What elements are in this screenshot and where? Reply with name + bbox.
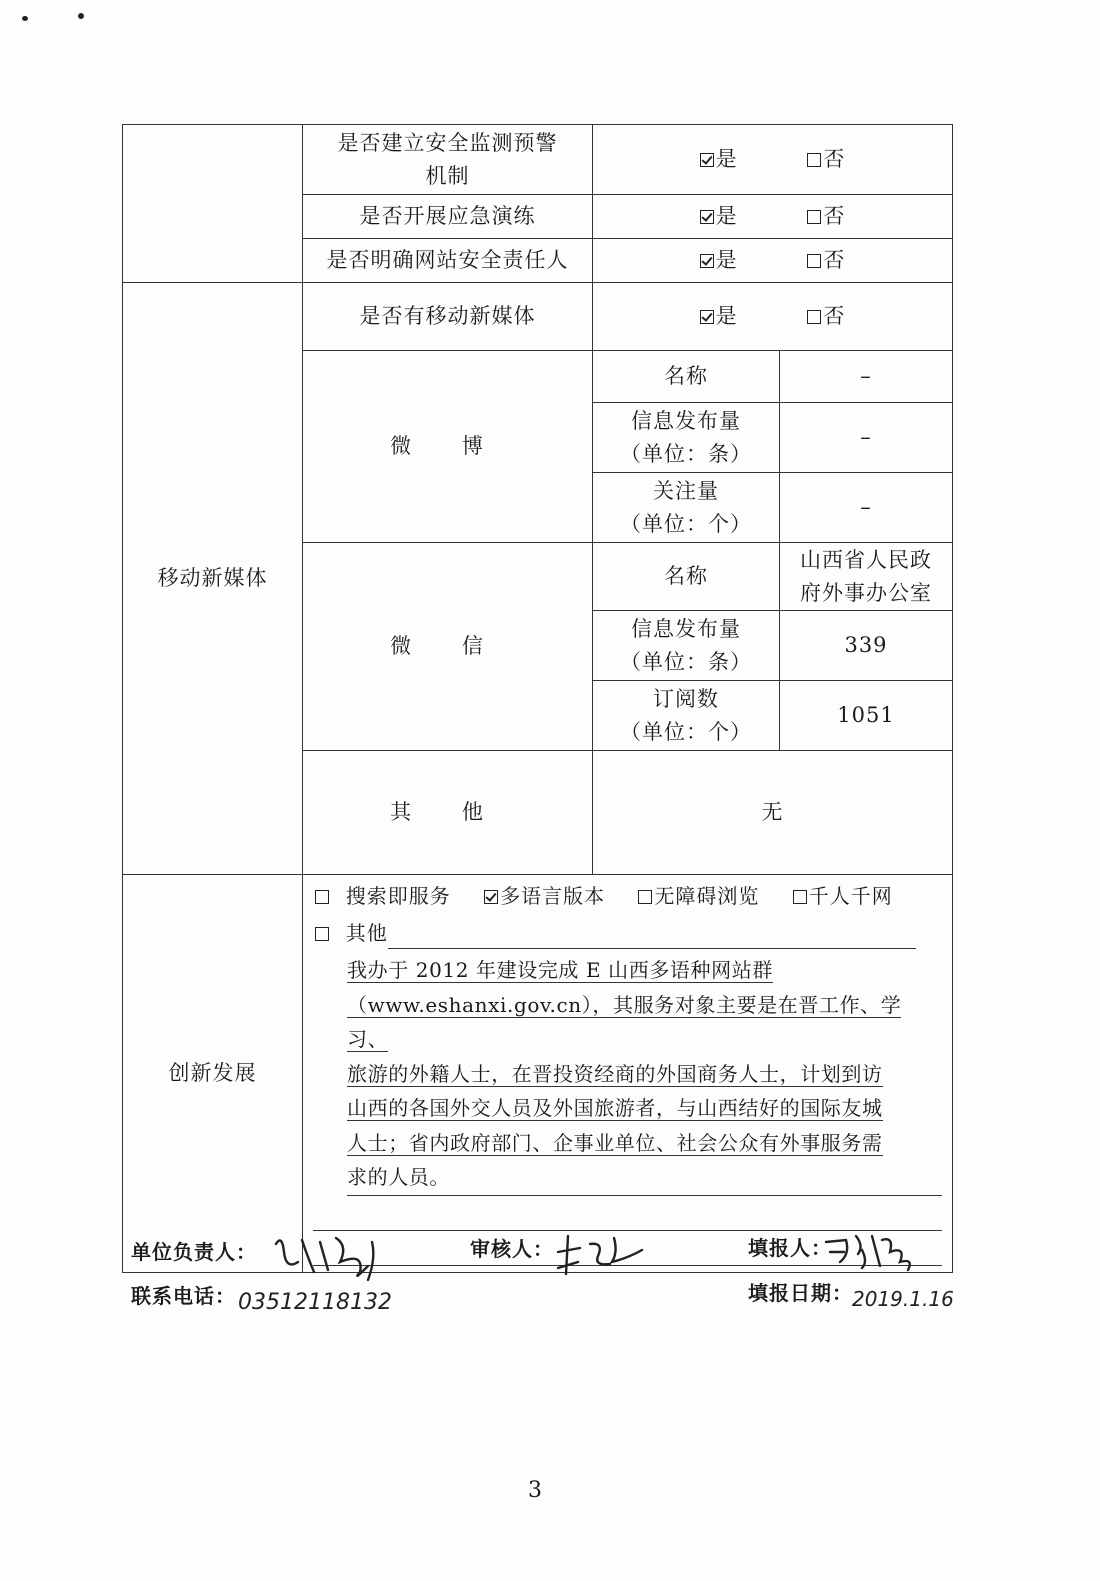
description-line: 山西的各国外交人员及外国旅游者，与山西结好的国际友城 [347,1096,883,1120]
yes-label: 是 [715,147,738,172]
label-line: （单位：个） [620,719,752,744]
no-label: 否 [823,147,846,172]
label-line: 订阅数 [653,686,719,711]
unit-head-signature [268,1222,388,1284]
wechat-name-value [780,543,953,611]
weibo-name-label: 名称 [593,351,780,403]
no-option[interactable] [807,143,845,176]
label-line: 信息发布量 [631,408,741,433]
weibo-follow-label [593,473,780,543]
description-line: 我办于 2012 年建设完成 E 山西多语种网站群 [347,958,773,982]
no-option[interactable] [807,244,845,277]
checked-checkbox-icon[interactable] [700,153,714,167]
security-section-cell [123,125,303,283]
label-line: 信息发布量 [631,616,741,641]
option-label: 多语言版本 [500,884,606,908]
personalized-option[interactable] [793,884,893,908]
no-label: 否 [823,304,846,329]
no-option[interactable] [807,200,845,233]
wechat-name-label: 名称 [593,543,780,611]
scan-speck [78,13,84,19]
security-monitoring-label [303,125,593,195]
wechat-label: 微 信 [303,543,593,751]
multilingual-option[interactable] [484,884,605,908]
innovation-description [315,953,942,1196]
description-line: 求的人员。 [347,1165,450,1189]
phone-value-handwritten: 03512118132 [238,1290,392,1315]
reviewer-signature [548,1222,648,1280]
innovation-other-row [315,918,942,949]
emergency-drill-choice [593,195,953,239]
no-label: 否 [823,248,846,273]
yes-option[interactable] [700,300,738,333]
other-media-label: 其 他 [303,751,593,875]
security-monitoring-choice [593,125,953,195]
checked-checkbox-icon[interactable] [700,254,714,268]
label-line: （单位：条） [620,441,752,466]
label-line: （单位：个） [620,511,752,536]
checked-checkbox-icon[interactable] [700,210,714,224]
reviewer-label: 审核人： [470,1237,554,1261]
has-mobile-media-choice [593,283,953,351]
search-service-option[interactable] [315,884,451,908]
label-line: （单位：条） [620,649,752,674]
security-owner-label: 是否明确网站安全责任人 [303,239,593,283]
yes-option[interactable] [700,143,738,176]
yes-option[interactable] [700,244,738,277]
checkbox-icon[interactable] [807,254,821,268]
value-line: 山西省人民政 [800,547,932,572]
other-media-value: 无 [593,751,953,875]
innovation-row [123,875,953,1273]
checked-checkbox-icon[interactable] [700,310,714,324]
filler-signature [820,1222,920,1274]
yes-label: 是 [715,304,738,329]
other-input-line[interactable] [388,926,916,949]
no-label: 否 [823,204,846,229]
filler-label: 填报人： [748,1236,832,1260]
has-mobile-media-label: 是否有移动新媒体 [303,283,593,351]
option-label: 搜索即服务 [345,884,451,908]
wechat-subs-label [593,681,780,751]
security-owner-choice [593,239,953,283]
weibo-posts-value: – [780,403,953,473]
date-label: 填报日期： [748,1281,853,1305]
checkbox-icon[interactable] [315,927,329,941]
weibo-label: 微 博 [303,351,593,543]
innovation-options [315,881,942,912]
wechat-subs-value: 1051 [780,681,953,751]
label-line: 关注量 [653,478,719,503]
yes-label: 是 [715,248,738,273]
checkbox-icon[interactable] [638,890,652,904]
checkbox-icon[interactable] [807,153,821,167]
label-line: 机制 [425,163,470,188]
mobile-media-section-label: 移动新媒体 [123,283,303,875]
innovation-section-label: 创新发展 [123,875,303,1273]
option-label: 千人千网 [808,884,893,908]
other-label: 其他 [345,921,388,945]
phone-label: 联系电话： [131,1284,236,1308]
option-label: 无障碍浏览 [654,884,760,908]
no-option[interactable] [807,300,845,333]
yes-label: 是 [715,204,738,229]
report-form-table [122,124,953,1273]
innovation-content [303,875,953,1273]
weibo-posts-label [593,403,780,473]
page-number: 3 [528,1478,542,1503]
checkbox-icon[interactable] [807,210,821,224]
security-row [123,125,953,195]
unit-head-label: 单位负责人： [131,1240,257,1264]
label-line: 是否建立安全监测预警 [337,130,558,155]
checkbox-icon[interactable] [793,890,807,904]
checkbox-icon[interactable] [315,890,329,904]
accessibility-option[interactable] [638,884,759,908]
mobile-media-row [123,283,953,351]
emergency-drill-label: 是否开展应急演练 [303,195,593,239]
description-line: （www.eshanxi.gov.cn），其服务对象主要是在晋工作、学习、 [347,992,902,1051]
scan-speck [22,16,28,21]
weibo-name-value: – [780,351,953,403]
checked-checkbox-icon[interactable] [484,890,498,904]
yes-option[interactable] [700,200,738,233]
checkbox-icon[interactable] [807,310,821,324]
date-value-handwritten: 2019.1.16 [852,1287,954,1311]
wechat-posts-value: 339 [780,611,953,681]
description-line: 人士；省内政府部门、企事业单位、社会公众有外事服务需 [347,1130,883,1155]
description-line: 旅游的外籍人士，在晋投资经商的外国商务人士，计划到访 [347,1061,883,1086]
value-line: 府外事办公室 [800,580,932,605]
wechat-posts-label [593,611,780,681]
weibo-follow-value: – [780,473,953,543]
